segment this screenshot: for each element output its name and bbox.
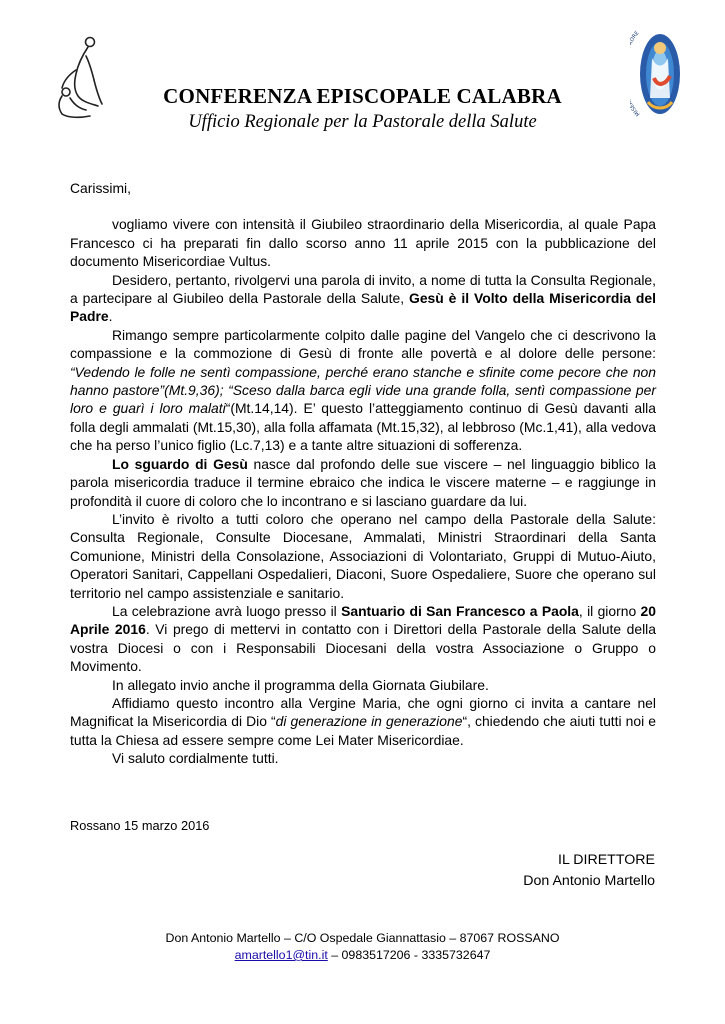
paragraph-8: Affidiamo questo incontro alla Vergine Maria, che ogni giorno ci invita a cantare nel Magnificat la Misericordia di Dio “di generazione in generazione“, chiedendo che aiuti tutti noi e tutta la Chiesa ad essere sempre come Lei Mater Misericordiae. [70,694,657,748]
paragraph-5: L’invito è rivolto a tutti coloro che operano nel campo della Pastorale della Salute: Consulta Regionale, Consulte Diocesane, Ammalati, Ministri Straordinari della Santa Comunione, Ministri della Consolazione, Associazioni di Volontariato, Gruppi di Mutuo-Aiuto, Operatori Sanitari, Cappellani Ospedalieri, Diaconi, Suore Ospedaliere, Suore che operano sul territorio nel campo assistenziale e sanitario. [70,510,656,601]
paragraph-4: Lo sguardo di Gesù nasce dal profondo delle sue viscere – nel linguaggio biblico la parola misericordia traduce il termine ebraico che indica le viscere materne – e raggiunge in profondità il cuore di coloro che lo incontrano e si lasciano guardare da lui. [70,455,656,509]
organization-subtitle: Ufficio Regionale per la Pastorale della Salute [188,112,537,132]
gospel-quotes: “Vedendo le folle ne sentì compassione, perché erano stanche e sfinite come pecore che non hanno pastore”(Mt.9,36); “Sceso dalla barca egli vide una grande folla, sentì compassione per loro e guarì i loro malati [70,363,656,417]
signature-role: IL DIRETTORE [558,852,655,868]
email-link[interactable]: amartello1@tin.it [234,948,328,962]
salutation: Carissimi, [70,180,131,196]
signature-block [523,850,655,892]
jubilee-logo-text: MIS RE [630,30,642,117]
highlight-volto: Gesù è il Volto della Misericordia del Padre [70,290,656,325]
highlight-date: 20 Aprile 2016 [70,602,656,638]
magnificat-quote: di generazione in generazione [275,713,463,730]
highlight-santuario: Santuario di San Francesco a Paola [341,602,579,619]
paragraph-9: Vi saluto cordialmente tutti. [112,750,279,767]
highlight-sguardo: Lo sguardo di Gesù [112,455,248,472]
letter-body [70,179,656,768]
footer-contacts [0,947,725,964]
paragraph-2: Desidero, pertanto, rivolgervi una parola di invito, a nome di tutta la Consulta Regionale, a partecipare al Giubileo della Pastorale della Salute, Gesù è il Volto della Misericordia del Padre. [70,271,656,325]
footer-address: Don Antonio Martello – C/O Ospedale Giannattasio – 87067 ROSSANO [165,931,560,945]
footer [0,930,725,964]
organization-title: CONFERENZA EPISCOPALE CALABRA [163,84,562,108]
signature-name: Don Antonio Martello [523,873,655,889]
paragraph-6: La celebrazione avrà luogo presso il Santuario di San Francesco a Paola, il giorno 20 Aprile 2016. Vi prego di mettervi in contatto con i Direttori della Pastorale della Salute della vostra Diocesi o con i Responsabili Diocesani della vostra Associazione o Gruppo o Movimento. [70,602,656,675]
footer-phones: – 0983517206 - 3335732647 [327,948,491,962]
paragraph-1: vogliamo vivere con intensità il Giubileo straordinario della Misericordia, al quale Papa Francesco ci ha preparati fin dallo scorso anno 11 aprile 2015 con la pubblicazione del documento Misericordiae Vultus. [70,216,656,270]
letter-date: Rossano 15 marzo 2016 [70,818,210,833]
paragraph-7: In allegato invio anche il programma della Giornata Giubilare. [112,676,489,693]
paragraph-3: Rimango sempre particolarmente colpito dalle pagine del Vangelo che ci descrivono la compassione e la commozione di Gesù di fronte alle povertà e al dolore delle persone: “Vedendo le folle ne sentì compassione, perché erano stanche e sfinite come pecore che non hanno pastore”(Mt.9,36); “Sceso dalla barca egli vide una grande folla, sentì compassione per loro e guarì i loro malati“(Mt.14,14). E’ questo l’atteggiamento continuo di Gesù davanti alla folla degli ammalati (Mt.15,30), alla folla affamata (Mt.15,32), al lebbroso (Mc.1,41), alla vedova che ha perso l’unico figlio (Lc.7,13) e a tante altre situazioni di sofferenza. [70,326,656,454]
